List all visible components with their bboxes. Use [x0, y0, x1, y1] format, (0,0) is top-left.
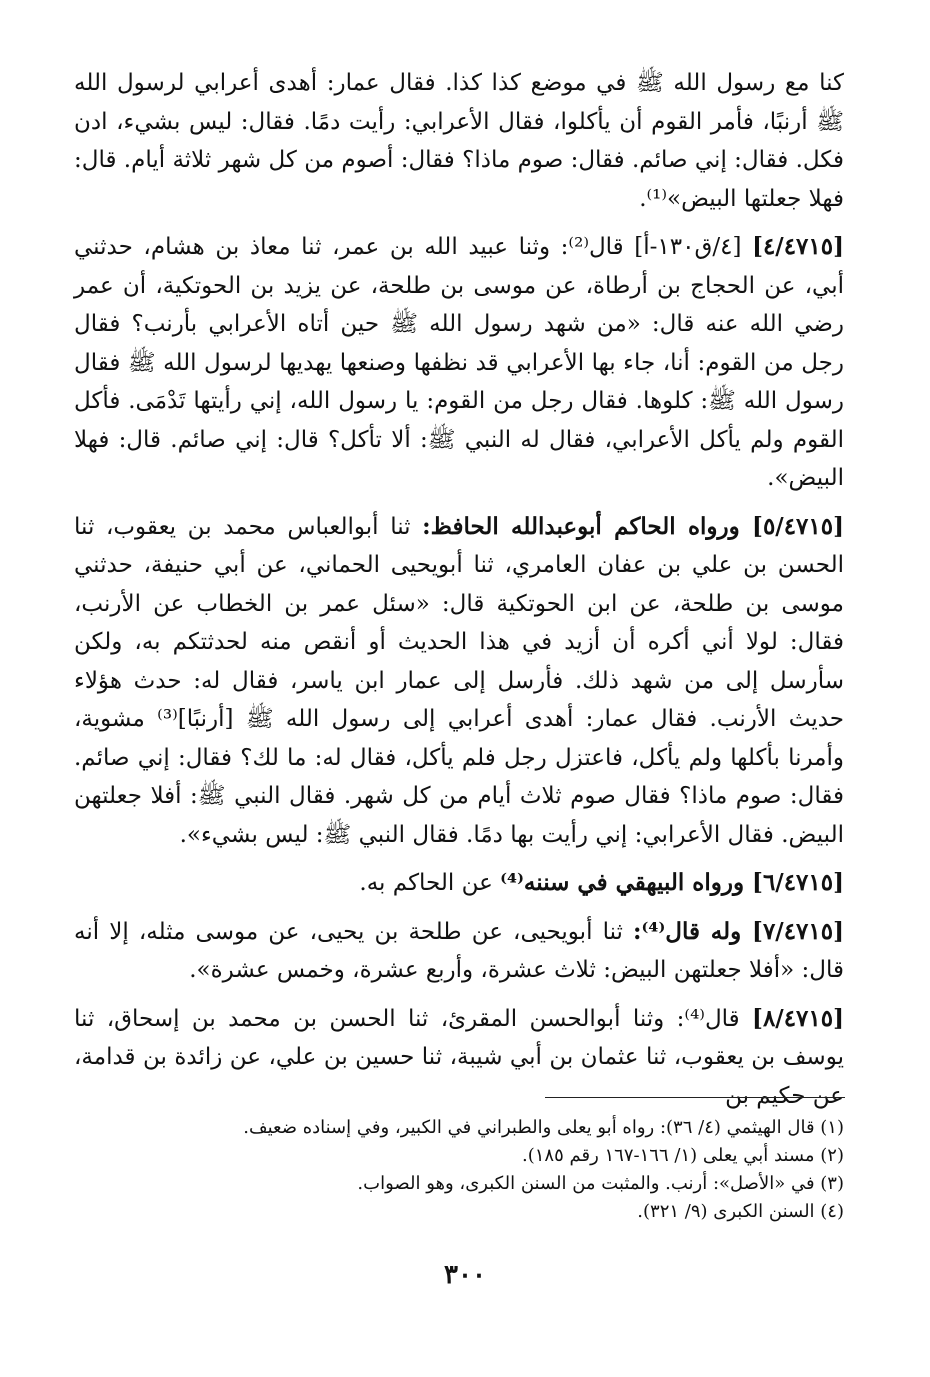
hadith-reference: [٦/٤٧١٥] ورواه البيهقي في سننه⁽⁴⁾	[500, 869, 844, 896]
paragraph	[74, 508, 844, 855]
paragraph-text: كنا مع رسول الله ﷺ في موضع كذا كذا. فقال عمار: أهدى أعرابي لرسول الله ﷺ أرنبًا، فأمر القوم أن يأكلوا، فقال الأعرابي: رأيت دمًا. فقال: ليس بشيء، ادن فكل. فقال: إني صائم. فقال: صوم ماذا؟ فقال: أصوم من كل شهر ثلاثة أيام. قال: فهلا جعلتها البيض»⁽¹⁾.	[74, 70, 844, 212]
hadith-reference: [٤/٤٧١٥]	[752, 233, 845, 260]
paragraph	[74, 913, 844, 990]
hadith-reference: [٥/٤٧١٥] ورواه الحاكم أبوعبدالله الحافظ:	[422, 512, 844, 540]
footnote: (٢) مسند أبي يعلى (١/ ١٦٦-١٦٧ رقم ١٨٥).	[522, 1145, 844, 1166]
footnote: (١) قال الهيثمي (٤/ ٣٦): رواه أبو يعلى والطبراني في الكبير، وفي إسناده ضعيف.	[243, 1117, 844, 1138]
footnote: (٣) في «الأصل»: أرنب. والمثبت من السنن الكبرى، وهو الصواب.	[357, 1173, 844, 1194]
hadith-reference: [٨/٤٧١٥]	[752, 1004, 844, 1032]
main-text	[74, 64, 844, 1115]
paragraph-text: قال⁽⁴⁾: وثنا أبوالحسن المقرئ، ثنا الحسن بن محمد بن إسحاق، ثنا يوسف بن يعقوب، ثنا عثمان بن أبي شيبة، ثنا حسين بن علي، عن زائدة بن قدامة، عن حكيم بن	[74, 1005, 844, 1109]
paragraph	[74, 64, 844, 218]
paragraph	[74, 228, 844, 498]
paragraph	[74, 864, 844, 903]
hadith-reference: [٧/٤٧١٥] وله قال⁽⁴⁾:	[633, 917, 844, 945]
paragraph-text: ثنا أبوالعباس محمد بن يعقوب، ثنا الحسن بن علي بن عفان العامري، ثنا أبويحيى الحماني، عن أبي حنيفة، حدثني موسى بن طلحة، عن ابن الحوتكية قال: «سئل عمر بن الخطاب عن الأرنب، فقال: لولا أني أكره أن أزيد في هذا الحديث أو أنقص منه لحدثتكم به، ولكن سأرسل إلى من شهد ذلك. فأرسل إلى عمار ابن ياسر، فقال له: حدث هؤلاء حديث الأرنب. فقال عمار: أهدى أعرابي إلى رسول الله ﷺ [أرنبًا]⁽³⁾ مشوية، وأمرنا بأكلها ولم يأكل، فاعتزل رجل فلم يأكل، فقال له: ما لك؟ فقال: إني صائم. فقال: صوم ماذا؟ فقال صوم ثلاث أيام من كل شهر. فقال النبي ﷺ: أفلا جعلتهن البيض. فقال الأعرابي: إني رأيت بها دمًا. فقال النبي ﷺ: ليس بشيء».	[74, 513, 845, 848]
footnote: (٤) السنن الكبرى (٩/ ٣٢١).	[637, 1201, 844, 1222]
paragraph-text: ثنا أبويحيى، عن طلحة بن يحيى، عن موسى مثله، إلا أنه قال: «أفلا جعلتهن البيض: ثلاث عشرة، وأربع عشرة، وخمس عشرة».	[74, 918, 844, 983]
footnotes	[74, 1114, 844, 1226]
paragraph-text: عن الحاكم به.	[359, 870, 493, 896]
paragraph-text: [٤/ق١٣٠-أ] قال⁽²⁾: وثنا عبيد الله بن عمر، ثنا معاذ بن هشام، حدثني أبي، عن الحجاج بن أرطاة، عن موسى بن طلحة، عن يزيد بن الحوتكية، أن عمر رضي الله عنه قال: «من شهد رسول الله ﷺ حين أتاه الأعرابي بأرنب؟ فقال رجل من القوم: أنا، جاء بها الأعرابي قد نظفها وصنعها يهديها لرسول الله ﷺ فقال رسول الله ﷺ: كلوها. فقال رجل من القوم: يا رسول الله، إني رأيتها تَدْمَى. فأكل القوم ولم يأكل الأعرابي، فقال له النبي ﷺ: ألا تأكل؟ قال: إني صائم. قال: فهلا البيض».	[74, 234, 844, 491]
footnote-separator	[545, 1097, 845, 1098]
page-number: ٣٠٠	[444, 1260, 486, 1290]
